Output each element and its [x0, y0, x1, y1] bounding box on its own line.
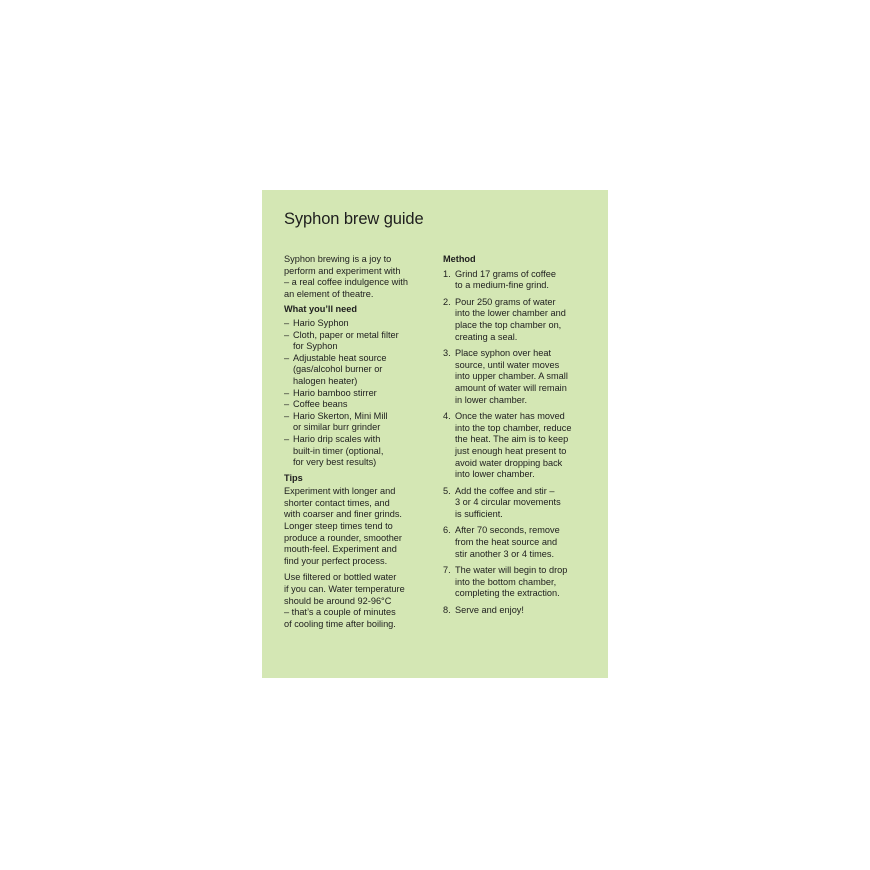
method-step [443, 269, 593, 292]
step-number: 8. [443, 605, 451, 616]
step-text: After 70 seconds, remove from the heat source and stir another 3 or 4 times. [455, 525, 560, 559]
list-item-text: Adjustable heat source (gas/alcohol burner or halogen heater) [293, 352, 387, 386]
method-step [443, 411, 593, 481]
right-column [443, 254, 593, 622]
dash-marker: – [284, 410, 290, 421]
list-item [284, 411, 434, 434]
step-number: 7. [443, 565, 451, 576]
list-item [284, 388, 434, 400]
list-item-text: Hario Syphon [293, 317, 349, 328]
method-step [443, 348, 593, 406]
step-number: 5. [443, 485, 451, 496]
list-item [284, 318, 434, 330]
list-item [284, 330, 434, 353]
list-item [284, 353, 434, 388]
list-item-text: Cloth, paper or metal filter for Syphon [293, 329, 399, 352]
step-text: Place syphon over heat source, until water moves into upper chamber. A small amount of water will remain in lower chamber. [455, 348, 568, 405]
step-number: 1. [443, 268, 451, 279]
step-text: The water will begin to drop into the bottom chamber, completing the extraction. [455, 565, 568, 599]
dash-marker: – [284, 352, 290, 363]
list-item-text: Hario drip scales with built-in timer (optional, for very best results) [293, 433, 384, 468]
step-number: 3. [443, 348, 451, 359]
method-step [443, 525, 593, 560]
step-number: 2. [443, 296, 451, 307]
brew-guide-card [262, 190, 608, 678]
tips-paragraph: Experiment with longer and shorter contact times, and with coarser and finer grinds. Longer steep times tend to produce a rounder, smoother mouth-feel. Experiment and find your perfect process. [284, 486, 402, 566]
step-text: Add the coffee and stir – 3 or 4 circular movements is sufficient. [455, 485, 561, 519]
dash-marker: – [284, 387, 290, 398]
step-text: Once the water has moved into the top chamber, reduce the heat. The aim is to keep just enough heat present to avoid water dropping back into lower chamber. [455, 411, 572, 480]
page-title: Syphon brew guide [284, 210, 424, 228]
list-item-text: Coffee beans [293, 399, 348, 410]
list-item [284, 434, 434, 469]
dash-marker: – [284, 317, 290, 328]
needs-heading: What you’ll need [284, 304, 357, 315]
needs-list [284, 318, 434, 469]
method-step [443, 605, 593, 617]
dash-marker: – [284, 329, 290, 340]
tips-paragraph: Use filtered or bottled water if you can. Water temperature should be around 92-96°C – that’s a couple of minutes of cooling time after boiling. [284, 572, 405, 629]
method-step [443, 297, 593, 343]
dash-marker: – [284, 433, 290, 444]
method-steps [443, 269, 593, 617]
method-step [443, 565, 593, 600]
dash-marker: – [284, 399, 290, 410]
step-number: 6. [443, 525, 451, 536]
list-item-text: Hario bamboo stirrer [293, 387, 377, 398]
method-heading: Method [443, 254, 476, 264]
step-text: Serve and enjoy! [455, 605, 524, 616]
step-text: Pour 250 grams of water into the lower chamber and place the top chamber on, creating a seal. [455, 296, 566, 342]
list-item [284, 399, 434, 411]
step-text: Grind 17 grams of coffee to a medium-fine grind. [455, 268, 556, 291]
intro-paragraph: Syphon brewing is a joy to perform and experiment with – a real coffee indulgence with an element of theatre. [284, 254, 408, 299]
list-item-text: Hario Skerton, Mini Mill or similar burr grinder [293, 410, 388, 433]
method-step [443, 486, 593, 521]
step-number: 4. [443, 411, 451, 422]
left-column [284, 254, 434, 630]
tips-heading: Tips [284, 472, 303, 483]
